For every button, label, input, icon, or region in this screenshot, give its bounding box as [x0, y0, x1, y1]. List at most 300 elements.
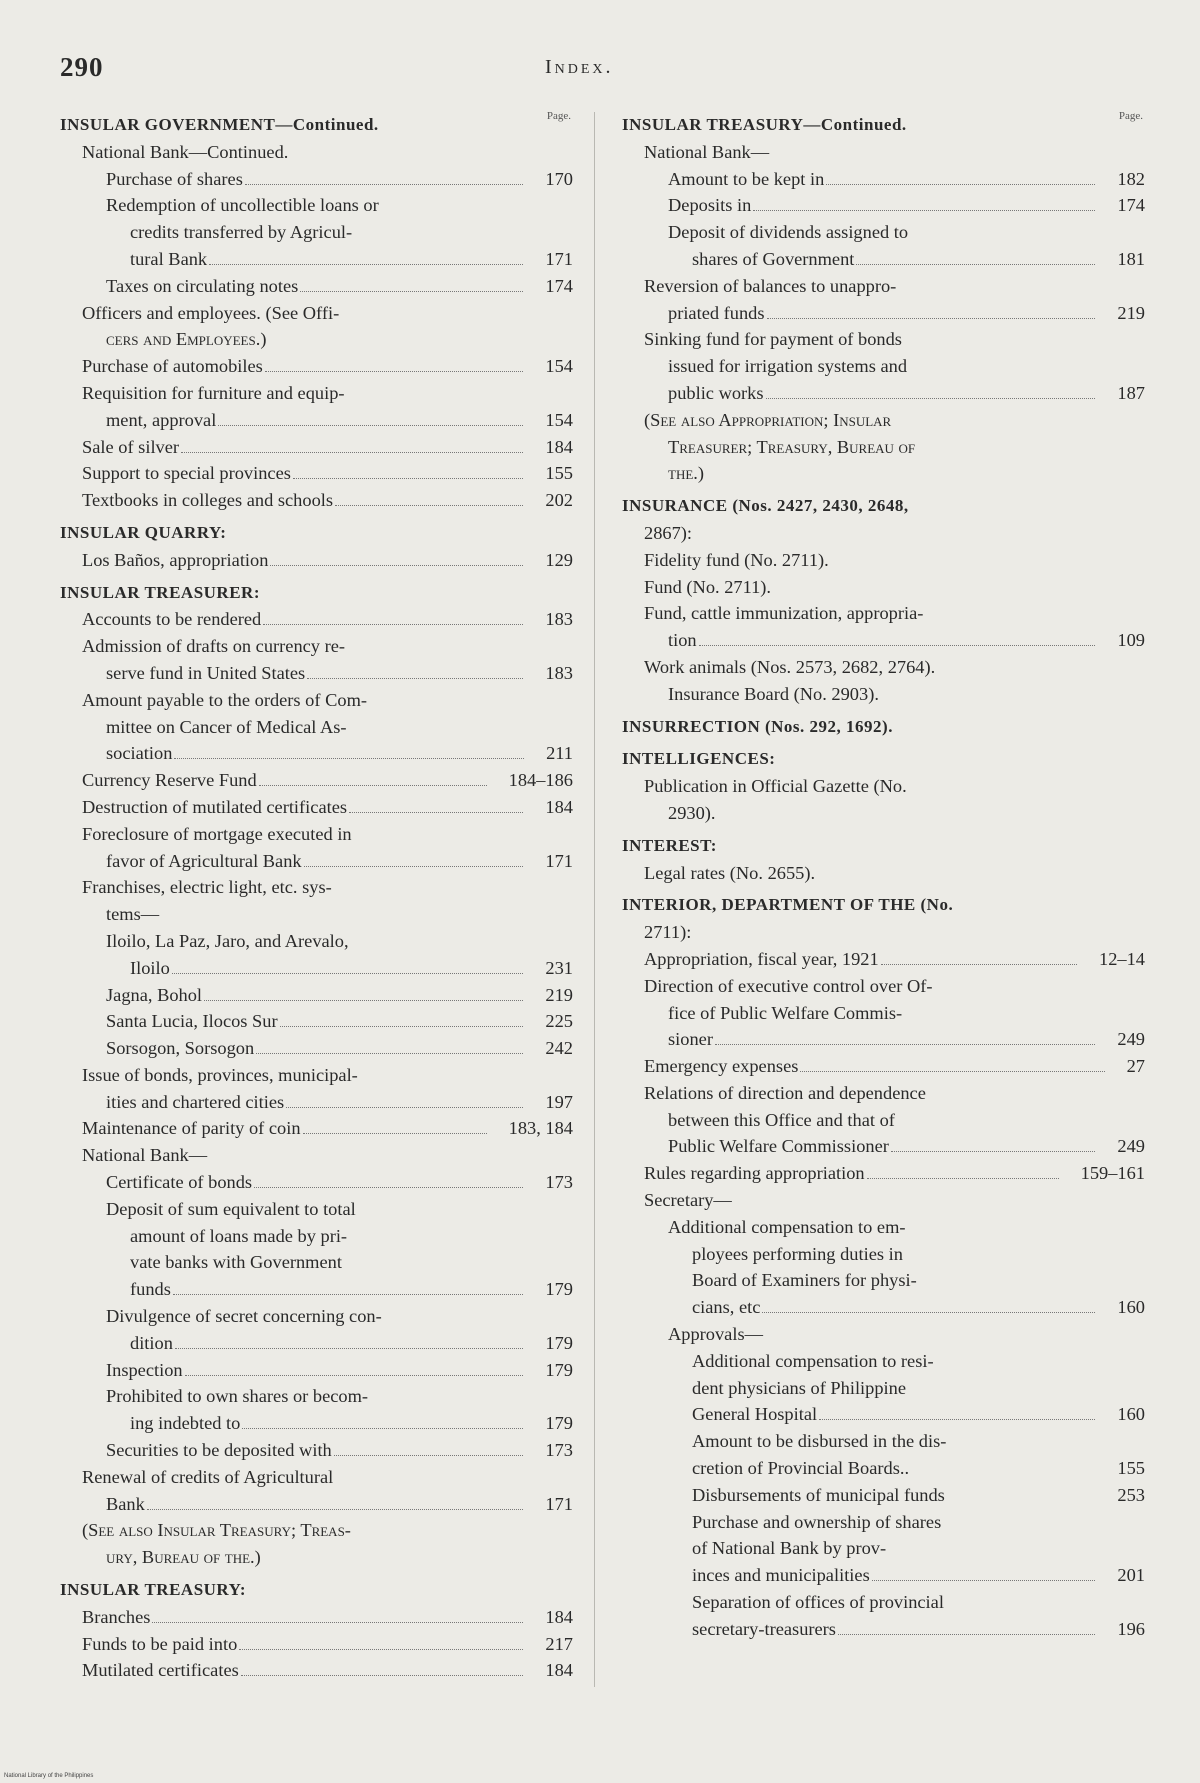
page-reference: 170 — [545, 168, 573, 189]
entry-text: 2930). — [668, 802, 716, 823]
page-reference: 159–161 — [1080, 1163, 1145, 1184]
entry-text: 2867): — [644, 522, 693, 543]
page-reference: 174 — [1117, 195, 1145, 216]
page-reference: 183 — [545, 662, 573, 683]
index-entry — [58, 192, 573, 219]
entry-text: Sorsogon, Sorsogon — [106, 1038, 255, 1059]
index-entry — [620, 1187, 1145, 1214]
index-entry — [620, 434, 1145, 461]
entry-text: Purchase of shares — [106, 168, 243, 189]
page-column-label: Page. — [1118, 110, 1143, 122]
entry-text: Los Baños, appropriation — [82, 549, 269, 570]
index-heading — [620, 892, 1145, 919]
index-entry — [58, 547, 573, 574]
entry-text: dition — [130, 1332, 173, 1353]
index-entry — [58, 487, 573, 514]
entry-text: Fund, cattle immunization, appropria- — [644, 603, 924, 624]
index-entry — [620, 1401, 1145, 1428]
page-reference: 225 — [545, 1011, 573, 1032]
index-entry — [620, 973, 1145, 1000]
entry-text: General Hospital — [692, 1404, 818, 1425]
page-reference: 184 — [545, 796, 573, 817]
page-reference: 171 — [545, 248, 573, 269]
index-entry — [58, 407, 573, 434]
dot-leader — [147, 1503, 523, 1510]
index-entry — [620, 1026, 1145, 1053]
entry-text: Amount to be disbursed in the dis- — [692, 1431, 947, 1452]
index-entry-list — [620, 112, 1145, 1643]
index-entry — [58, 901, 573, 928]
index-entry — [58, 1464, 573, 1491]
index-entry — [58, 1062, 573, 1089]
entry-text: tion — [668, 630, 697, 651]
index-entry — [620, 1000, 1145, 1027]
index-heading — [620, 493, 1145, 520]
page-reference: 197 — [545, 1091, 573, 1112]
entry-text: Sale of silver — [82, 436, 180, 457]
entry-text: Taxes on circulating notes — [106, 275, 299, 296]
index-column-right — [620, 106, 1145, 1643]
entry-text: Funds to be paid into — [82, 1633, 238, 1654]
index-heading — [620, 833, 1145, 860]
page-reference: 129 — [545, 549, 573, 570]
entry-text: Issue of bonds, provinces, municipal- — [82, 1064, 358, 1085]
index-entry — [58, 1544, 573, 1571]
entry-text: Publication in Official Gazette (No. — [644, 776, 907, 797]
entry-text: INTELLIGENCES: — [622, 749, 776, 769]
entry-text: Securities to be deposited with — [106, 1440, 332, 1461]
dot-leader — [303, 1127, 487, 1134]
entry-text: amount of loans made by pri- — [130, 1225, 348, 1246]
index-entry — [58, 1383, 573, 1410]
index-entry — [58, 848, 573, 875]
page-reference: 155 — [545, 463, 573, 484]
entry-text: public works — [668, 382, 764, 403]
dot-leader — [173, 1288, 523, 1295]
entry-text: Appropriation, fiscal year, 1921 — [644, 948, 879, 969]
dot-leader — [239, 1643, 523, 1650]
page-reference: 182 — [1117, 168, 1145, 189]
entry-text: Iloilo, La Paz, Jaro, and Arevalo, — [106, 930, 349, 951]
entry-text: cretion of Provincial Boards.. — [692, 1458, 910, 1479]
entry-text: issued for irrigation systems and — [668, 356, 908, 377]
dot-leader — [172, 967, 523, 974]
page-reference: 184 — [545, 1606, 573, 1627]
index-entry — [620, 773, 1145, 800]
entry-text: INTERIOR, DEPARTMENT OF THE (No. — [622, 895, 954, 915]
entry-text: tural Bank — [130, 248, 208, 269]
dot-leader — [209, 258, 523, 265]
index-entry — [58, 1303, 573, 1330]
index-entry — [620, 860, 1145, 887]
index-entry — [58, 874, 573, 901]
entry-text: Separation of offices of provincial — [692, 1592, 944, 1613]
index-entry — [620, 919, 1145, 946]
entry-text: Prohibited to own shares or becom- — [106, 1386, 369, 1407]
entry-text: Fidelity fund (No. 2711). — [644, 549, 829, 570]
index-entry — [620, 681, 1145, 708]
entry-text: Renewal of credits of Agricultural — [82, 1466, 334, 1487]
page-reference: 27 — [1126, 1056, 1145, 1077]
index-heading — [620, 746, 1145, 773]
entry-text: INSULAR TREASURY—Continued. — [622, 115, 907, 134]
entry-text: ury, Bureau of the.) — [106, 1547, 261, 1568]
entry-text: Board of Examiners for physi- — [692, 1270, 917, 1291]
index-entry — [620, 1348, 1145, 1375]
index-heading — [58, 580, 573, 607]
dot-leader — [204, 994, 523, 1001]
index-entry — [58, 1491, 573, 1518]
page-reference: 249 — [1117, 1029, 1145, 1050]
entry-text: Santa Lucia, Ilocos Sur — [106, 1011, 278, 1032]
page-number: 290 — [60, 52, 104, 82]
page-reference: 171 — [545, 1493, 573, 1514]
dot-leader — [270, 559, 523, 566]
entry-text: National Bank— — [644, 141, 770, 162]
index-entry — [58, 1196, 573, 1223]
dot-leader — [304, 860, 523, 867]
index-entry — [620, 407, 1145, 434]
page-reference: 179 — [545, 1332, 573, 1353]
page-reference: 184 — [545, 1660, 573, 1681]
index-entry — [58, 1657, 573, 1684]
entry-text: mittee on Cancer of Medical As- — [106, 716, 347, 737]
index-entry — [620, 800, 1145, 827]
entry-text: Purchase of automobiles — [82, 356, 263, 377]
entry-text: Deposit of dividends assigned to — [668, 222, 909, 243]
dot-leader — [891, 1145, 1095, 1152]
dot-leader — [872, 1574, 1095, 1581]
page-reference: 173 — [545, 1440, 573, 1461]
index-entry — [58, 1115, 573, 1142]
index-entry — [58, 1035, 573, 1062]
entry-text: Destruction of mutilated certificates — [82, 796, 348, 817]
page-reference: 160 — [1117, 1404, 1145, 1425]
index-entry — [58, 821, 573, 848]
entry-text: Legal rates (No. 2655). — [644, 862, 816, 883]
entry-text: National Bank— — [82, 1145, 208, 1166]
index-entry — [620, 273, 1145, 300]
entry-text: INSURRECTION (Nos. 292, 1692). — [622, 716, 893, 736]
entry-text: cians, etc — [692, 1297, 761, 1318]
entry-text: Certificate of bonds — [106, 1172, 253, 1193]
entry-text: Insurance Board (No. 2903). — [668, 683, 879, 704]
dot-leader — [263, 618, 523, 625]
entry-text: of National Bank by prov- — [692, 1538, 887, 1559]
entry-text: Textbooks in colleges and schools — [82, 490, 334, 511]
index-entry — [58, 714, 573, 741]
entry-text: Jagna, Bohol — [106, 984, 203, 1005]
entry-text: credits transferred by Agricul- — [130, 222, 353, 243]
entry-text: INSURANCE (Nos. 2427, 2430, 2648, — [622, 496, 909, 516]
index-entry — [620, 1053, 1145, 1080]
index-entry — [620, 300, 1145, 327]
entry-text: Requisition for furniture and equip- — [82, 382, 345, 403]
entry-text: Amount payable to the orders of Com- — [82, 689, 367, 710]
index-entry — [58, 1330, 573, 1357]
page-reference: 179 — [545, 1413, 573, 1434]
index-heading — [620, 112, 1145, 139]
entry-text: secretary-treasurers — [692, 1618, 836, 1639]
dot-leader — [152, 1616, 523, 1623]
entry-text: Emergency expenses — [644, 1056, 799, 1077]
index-entry — [620, 192, 1145, 219]
index-entry — [58, 326, 573, 353]
index-entry — [620, 380, 1145, 407]
index-entry — [620, 520, 1145, 547]
dot-leader — [349, 806, 523, 813]
index-column-left — [58, 106, 573, 1684]
page-reference: 173 — [545, 1172, 573, 1193]
entry-text: sociation — [106, 743, 173, 764]
entry-text: National Bank—Continued. — [82, 141, 289, 162]
entry-text: Iloilo — [130, 957, 170, 978]
dot-leader — [242, 1422, 523, 1429]
dot-leader — [245, 178, 523, 185]
index-entry — [58, 1517, 573, 1544]
index-entry — [620, 1535, 1145, 1562]
entry-text: Direction of executive control over Of- — [644, 975, 933, 996]
dot-leader — [699, 639, 1095, 646]
index-entry — [58, 219, 573, 246]
page-reference: 109 — [1117, 630, 1145, 651]
index-entry — [58, 246, 573, 273]
index-heading — [58, 112, 573, 139]
index-entry — [58, 1223, 573, 1250]
entry-text: Branches — [82, 1606, 151, 1627]
dot-leader — [826, 178, 1095, 185]
index-entry — [58, 928, 573, 955]
entry-text: Support to special provinces — [82, 463, 291, 484]
entry-text: Secretary— — [644, 1190, 732, 1211]
index-entry — [620, 1080, 1145, 1107]
page-reference: 219 — [1117, 302, 1145, 323]
entry-text: inces and municipalities — [692, 1565, 870, 1586]
index-entry — [58, 1089, 573, 1116]
entry-text: 2711): — [644, 922, 692, 943]
entry-text: Purchase and ownership of shares — [692, 1511, 942, 1532]
page-reference: 12–14 — [1099, 948, 1145, 969]
index-entry — [58, 139, 573, 166]
index-entry — [58, 687, 573, 714]
index-entry — [58, 273, 573, 300]
index-heading — [58, 520, 573, 547]
index-entry — [58, 606, 573, 633]
dot-leader — [174, 752, 524, 759]
index-entry — [620, 1562, 1145, 1589]
page-reference: 219 — [545, 984, 573, 1005]
entry-text: INSULAR TREASURY: — [60, 1580, 246, 1600]
index-heading — [58, 1577, 573, 1604]
entry-text: Officers and employees. (See Offi- — [82, 302, 340, 323]
entry-text: Redemption of uncollectible loans or — [106, 195, 379, 216]
dot-leader — [300, 285, 523, 292]
dot-leader — [715, 1038, 1095, 1045]
dot-leader — [259, 779, 487, 786]
entry-text: Fund (No. 2711). — [644, 576, 772, 597]
dot-leader — [280, 1020, 523, 1027]
page-reference: 201 — [1117, 1565, 1145, 1586]
running-head: Index. — [545, 56, 614, 78]
entry-text: Foreclosure of mortgage executed in — [82, 823, 352, 844]
entry-text: shares of Government — [692, 248, 855, 269]
entry-text: serve fund in United States — [106, 662, 306, 683]
dot-leader — [881, 958, 1077, 965]
index-entry — [620, 627, 1145, 654]
index-entry — [620, 1214, 1145, 1241]
entry-text: ing indebted to — [130, 1413, 241, 1434]
entry-text: Franchises, electric light, etc. sys- — [82, 877, 332, 898]
page-reference: 155 — [1117, 1458, 1145, 1479]
page-reference: 217 — [545, 1633, 573, 1654]
index-entry — [620, 547, 1145, 574]
index-entry — [620, 1107, 1145, 1134]
entry-text: Bank — [106, 1493, 145, 1514]
index-entry — [58, 1169, 573, 1196]
index-entry — [620, 326, 1145, 353]
index-entry — [620, 353, 1145, 380]
entry-text: favor of Agricultural Bank — [106, 850, 302, 871]
index-entry — [58, 660, 573, 687]
index-entry — [58, 1142, 573, 1169]
page-reference: 184–186 — [508, 770, 573, 791]
index-entry — [58, 1631, 573, 1658]
entry-text: Approvals— — [668, 1324, 764, 1345]
entry-text: between this Office and that of — [668, 1109, 895, 1130]
dot-leader — [867, 1172, 1059, 1179]
index-entry — [58, 767, 573, 794]
entry-text: (See also Appropriation; Insular — [644, 409, 892, 430]
dot-leader — [753, 204, 1095, 211]
dot-leader — [800, 1065, 1105, 1072]
entry-text: ployees performing duties in — [692, 1243, 903, 1264]
entry-text: the.) — [668, 463, 704, 484]
page-column-label: Page. — [546, 110, 571, 122]
entry-text: Reversion of balances to unappro- — [644, 275, 897, 296]
dot-leader — [293, 472, 523, 479]
index-entry-list — [58, 112, 573, 1684]
index-entry — [58, 1249, 573, 1276]
page-reference: 249 — [1117, 1136, 1145, 1157]
index-entry — [58, 434, 573, 461]
entry-text: ities and chartered cities — [106, 1091, 285, 1112]
dot-leader — [175, 1342, 523, 1349]
index-entry — [620, 139, 1145, 166]
page-reference: 184 — [545, 436, 573, 457]
entry-text: sioner — [668, 1029, 713, 1050]
page-reference: 179 — [545, 1279, 573, 1300]
dot-leader — [856, 258, 1095, 265]
page-reference: 183, 184 — [508, 1118, 573, 1139]
index-entry — [620, 1160, 1145, 1187]
page-reference: 179 — [545, 1359, 573, 1380]
entry-text: funds — [130, 1279, 171, 1300]
index-entry — [620, 1321, 1145, 1348]
entry-text: INTEREST: — [622, 835, 717, 855]
page-reference: 154 — [545, 409, 573, 430]
entry-text: vate banks with Government — [130, 1252, 342, 1273]
entry-text: Deposits in — [668, 195, 752, 216]
entry-text: (See also Insular Treasury; Treas- — [82, 1520, 351, 1541]
dot-leader — [335, 499, 523, 506]
index-entry — [620, 1509, 1145, 1536]
dot-leader — [307, 672, 523, 679]
index-entry — [58, 1604, 573, 1631]
index-entry — [620, 1267, 1145, 1294]
entry-text: Additional compensation to em- — [668, 1216, 906, 1237]
index-entry — [620, 1455, 1145, 1482]
index-heading — [620, 714, 1145, 741]
dot-leader — [218, 419, 523, 426]
entry-text: Accounts to be rendered — [82, 609, 262, 630]
index-entry — [58, 1276, 573, 1303]
entry-text: Inspection — [106, 1359, 183, 1380]
index-entry — [620, 166, 1145, 193]
index-entry — [58, 460, 573, 487]
dot-leader — [838, 1628, 1095, 1635]
index-entry — [620, 574, 1145, 601]
page-reference: 211 — [546, 743, 573, 764]
entry-text: Deposit of sum equivalent to total — [106, 1198, 356, 1219]
entry-text: Sinking fund for payment of bonds — [644, 329, 902, 350]
dot-leader — [181, 446, 523, 453]
index-entry — [58, 1008, 573, 1035]
index-entry — [620, 1133, 1145, 1160]
entry-text: priated funds — [668, 302, 765, 323]
entry-text: fice of Public Welfare Commis- — [668, 1002, 903, 1023]
page-reference: 187 — [1117, 382, 1145, 403]
index-entry — [620, 600, 1145, 627]
index-entry — [58, 353, 573, 380]
index-entry — [58, 982, 573, 1009]
dot-leader — [766, 392, 1095, 399]
index-entry — [620, 1428, 1145, 1455]
index-entry — [620, 946, 1145, 973]
dot-leader — [286, 1101, 523, 1108]
entry-text: Currency Reserve Fund — [82, 770, 257, 791]
entry-text: Admission of drafts on currency re- — [82, 636, 346, 657]
dot-leader — [265, 365, 523, 372]
page-reference: 242 — [545, 1038, 573, 1059]
index-entry — [620, 1375, 1145, 1402]
index-entry — [58, 633, 573, 660]
entry-text: Divulgence of secret concerning con- — [106, 1306, 382, 1327]
entry-text: Additional compensation to resi- — [692, 1350, 934, 1371]
footer-note: National Library of the Philippines — [4, 1773, 94, 1779]
page-reference: 231 — [545, 957, 573, 978]
index-entry — [620, 1589, 1145, 1616]
index-entry — [58, 794, 573, 821]
page-reference: 196 — [1117, 1618, 1145, 1639]
entry-text: ment, approval — [106, 409, 217, 430]
index-entry — [620, 1616, 1145, 1643]
entry-text: cers and Employees.) — [106, 329, 267, 350]
index-entry — [58, 1437, 573, 1464]
index-entry — [620, 1482, 1145, 1509]
entry-text: INSULAR GOVERNMENT—Continued. — [60, 115, 379, 134]
entry-text: Rules regarding appropriation — [644, 1163, 865, 1184]
dot-leader — [767, 312, 1095, 319]
index-entry — [58, 380, 573, 407]
page-reference: 183 — [545, 609, 573, 630]
column-divider — [594, 112, 595, 1687]
dot-leader — [819, 1413, 1095, 1420]
index-entry — [58, 300, 573, 327]
entry-text: Mutilated certificates — [82, 1660, 239, 1681]
entry-text: tems— — [106, 904, 160, 925]
dot-leader — [256, 1047, 523, 1054]
entry-text: Work animals (Nos. 2573, 2682, 2764). — [644, 656, 936, 677]
